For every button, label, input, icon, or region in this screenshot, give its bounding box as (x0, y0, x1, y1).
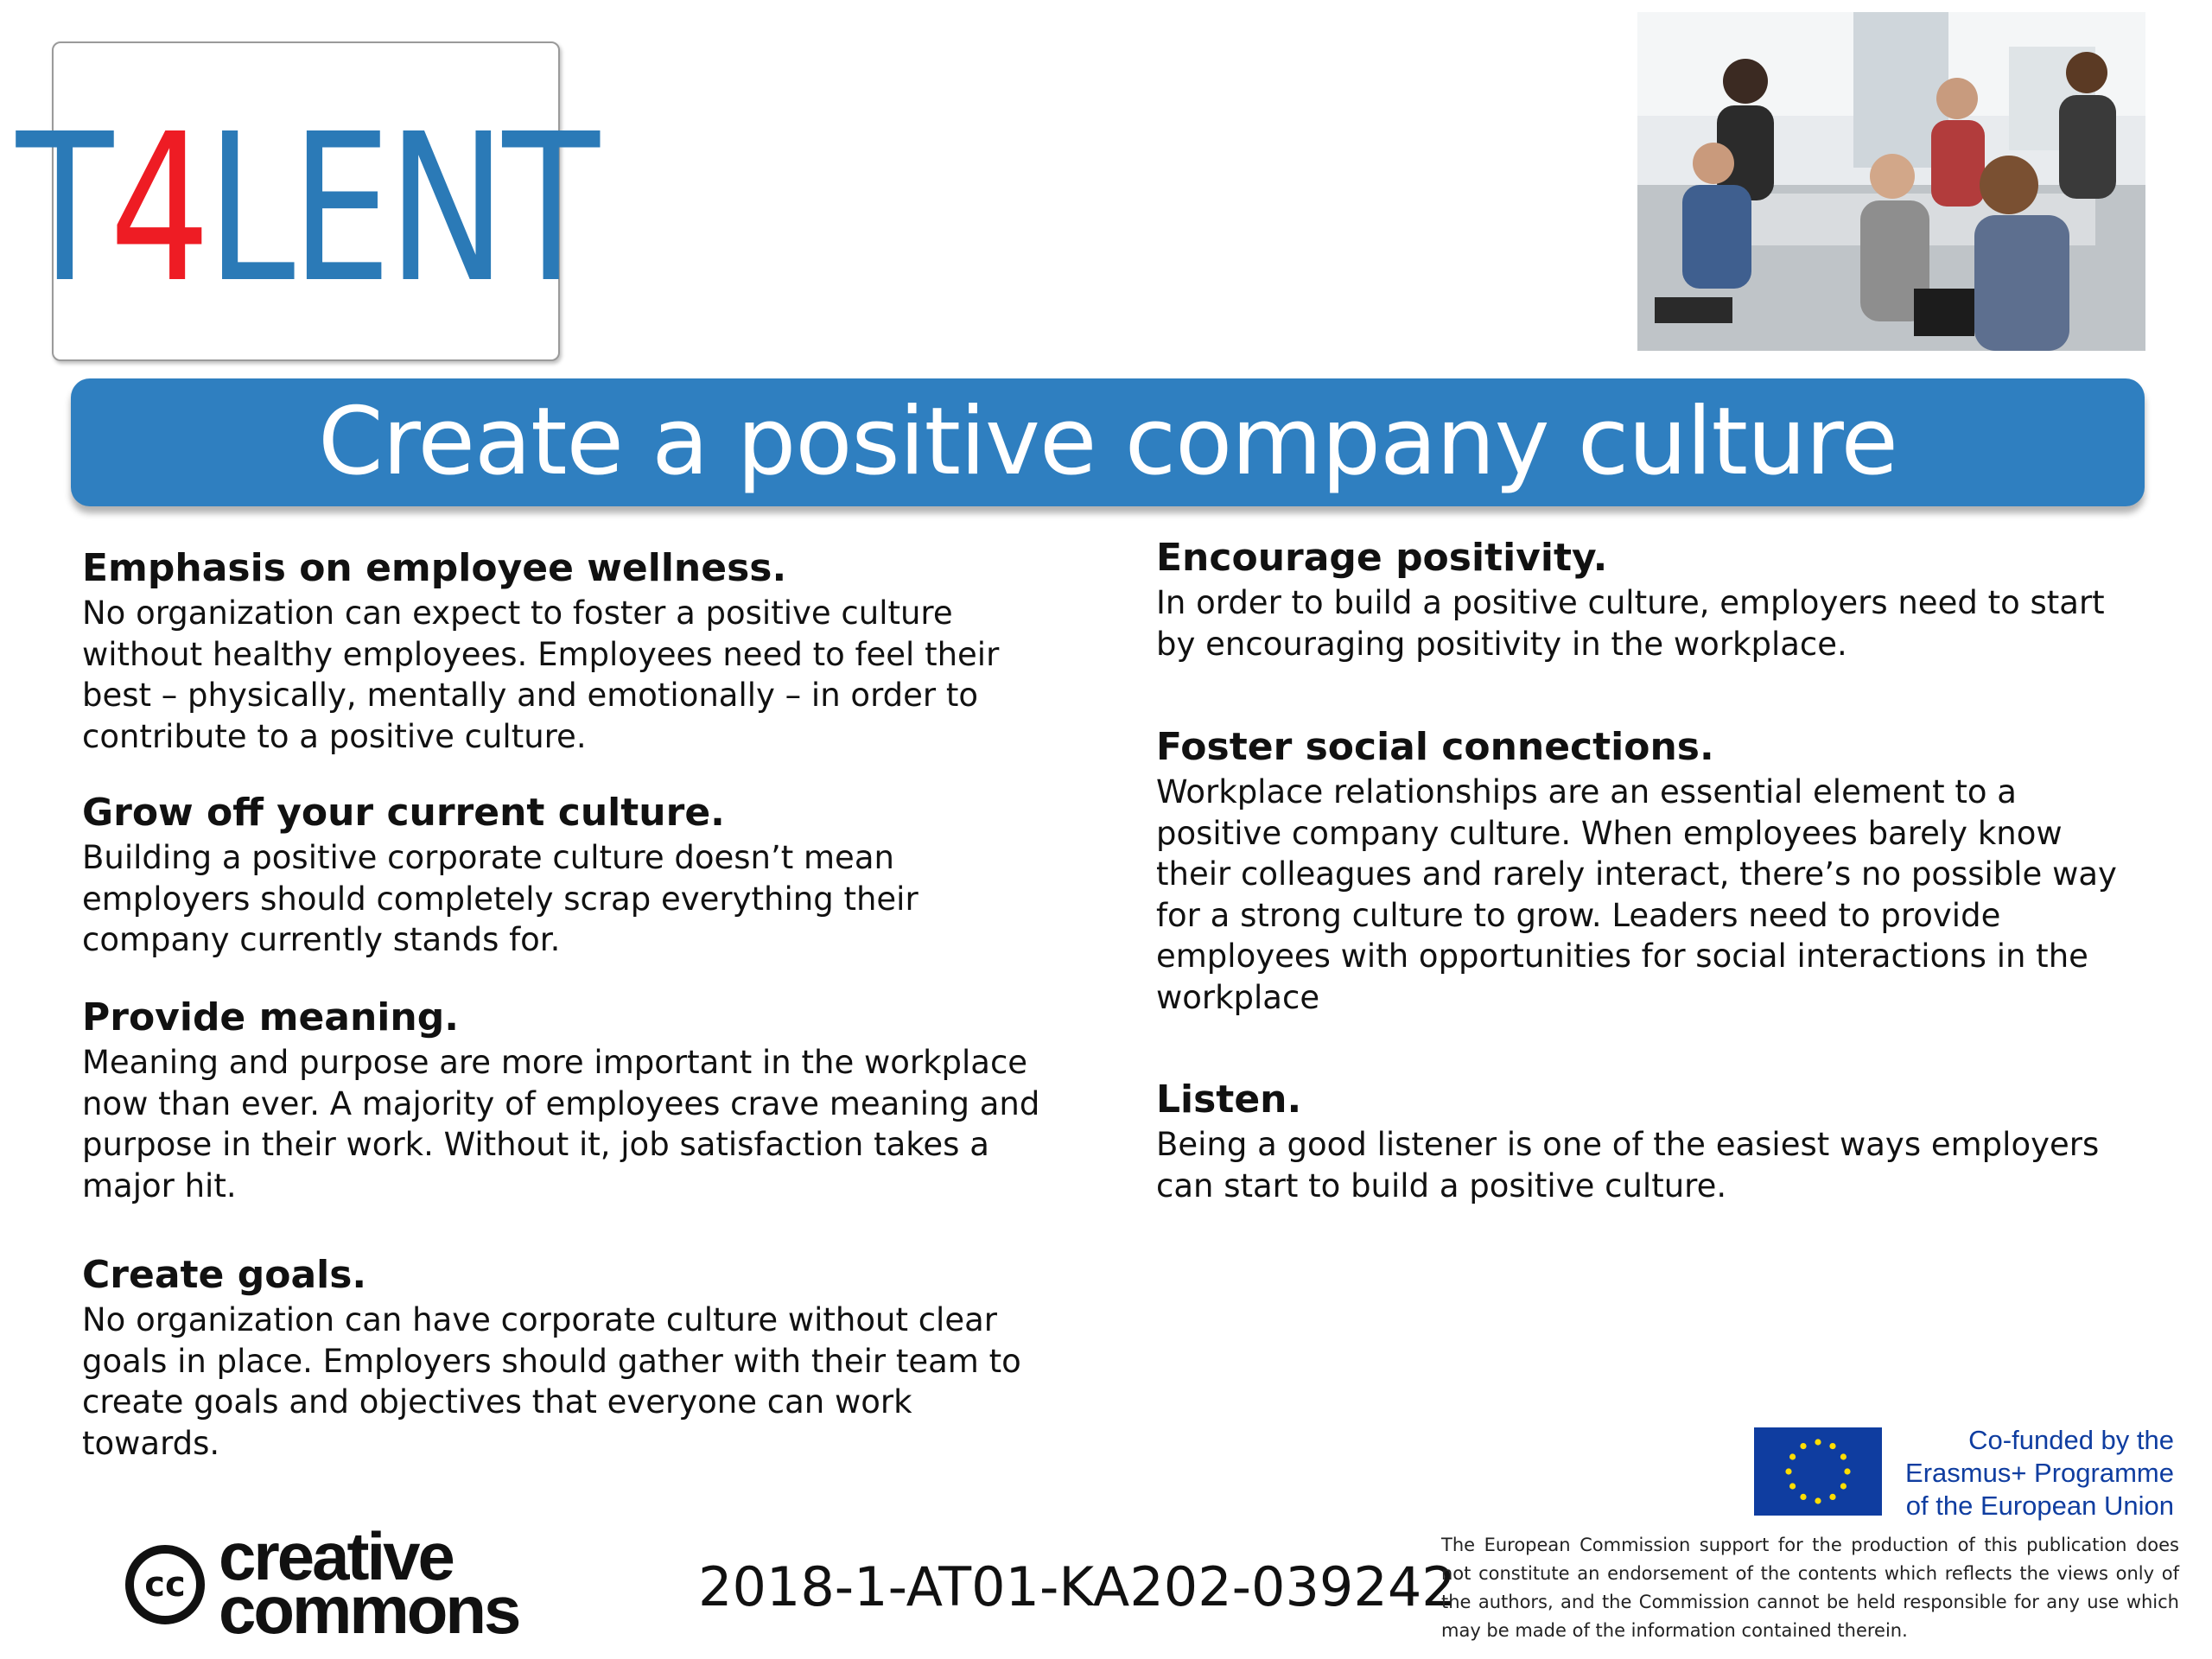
cc-word-creative: creative (219, 1518, 453, 1594)
t4lent-logo (16, 41, 596, 361)
eu-star (1785, 1468, 1791, 1474)
section-provide-meaning (82, 994, 1050, 1206)
logo-part-lent: LENT (206, 90, 596, 327)
eu-star (1829, 1494, 1835, 1500)
section-body: Being a good listener is one of the easiest ways employers can start to build a positive culture. (1156, 1126, 2100, 1205)
title-banner (71, 378, 2145, 506)
section-heading: Create goals. (82, 1253, 367, 1297)
section-body: No organization can have corporate culture without clear goals in place. Employers should gather with their team to create goals and objectives that everyone can work towards. (82, 1301, 1021, 1462)
eu-star (1800, 1443, 1806, 1449)
eu-star (1844, 1468, 1850, 1474)
section-grow-culture (82, 789, 1050, 961)
eu-line: Co-funded by the (1968, 1425, 2174, 1455)
section-body: Building a positive corporate culture doesn’t mean employers should completely scrap everything their company currently stands for. (82, 839, 918, 958)
project-id: 2018-1-AT01-KA202-039242 (698, 1555, 1456, 1618)
team-meeting-photo (1637, 12, 2145, 351)
eu-disclaimer: The European Commission support for the production of this publication does not constitute an endorsement of the contents which reflects the views only of the authors, and the Commission cannot be held responsible for any use which may be made of the information contained therein. (1441, 1535, 2179, 1641)
eu-line: of the European Union (1905, 1491, 2174, 1521)
section-body: Meaning and purpose are more important in the workplace now than ever. A majority of employees crave meaning and purpose in their work. Without it, job satisfaction takes a major hit. (82, 1044, 1040, 1205)
section-social-connections (1156, 723, 2141, 1018)
section-body: Workplace relationships are an essential element to a positive company culture. When employees barely know their colleagues and rarely interact, there’s no possible way for a strong culture to grow. Leaders need to provide employees with opportunities for social interactions in the workplace (1156, 773, 2117, 1016)
eu-line: Erasmus+ Programme (1905, 1458, 2174, 1488)
logo-part-4: 4 (109, 90, 207, 327)
eu-star (1789, 1483, 1796, 1489)
logo-part-t: T (16, 90, 110, 327)
section-heading: Emphasis on employee wellness. (82, 546, 787, 590)
section-listen (1156, 1076, 2141, 1206)
eu-star (1789, 1453, 1796, 1459)
section-heading: Encourage positivity. (1156, 536, 1608, 580)
page-title: Create a positive company culture (318, 388, 1897, 496)
logo-wordmark (16, 90, 596, 327)
section-encourage-positivity (1156, 534, 2141, 664)
cc-wordmark (219, 1518, 519, 1648)
section-body: In order to build a positive culture, employers need to start by encouraging positivity in the workplace. (1156, 584, 2105, 663)
eu-star (1840, 1453, 1847, 1459)
creative-commons-logo (125, 1518, 557, 1648)
eu-star (1829, 1443, 1835, 1449)
eu-star (1800, 1494, 1806, 1500)
section-body: No organization can expect to foster a positive culture without healthy employees. Employees need to feel their best – physically, mentally and emotionally – in order to contribute to a positive culture. (82, 594, 1000, 755)
section-heading: Provide meaning. (82, 995, 459, 1039)
eu-star (1815, 1439, 1821, 1445)
eu-star (1840, 1483, 1847, 1489)
section-heading: Grow off your current culture. (82, 791, 725, 835)
eu-star (1815, 1497, 1821, 1503)
section-create-goals (82, 1251, 1050, 1464)
cc-word-commons: commons (219, 1572, 519, 1648)
section-employee-wellness (82, 544, 1050, 757)
cc-icon: cc (125, 1545, 205, 1624)
eu-cofunded-text (1897, 1424, 2174, 1522)
eu-flag-icon (1754, 1427, 1882, 1516)
section-heading: Listen. (1156, 1077, 1302, 1122)
section-heading: Foster social connections. (1156, 725, 1714, 769)
